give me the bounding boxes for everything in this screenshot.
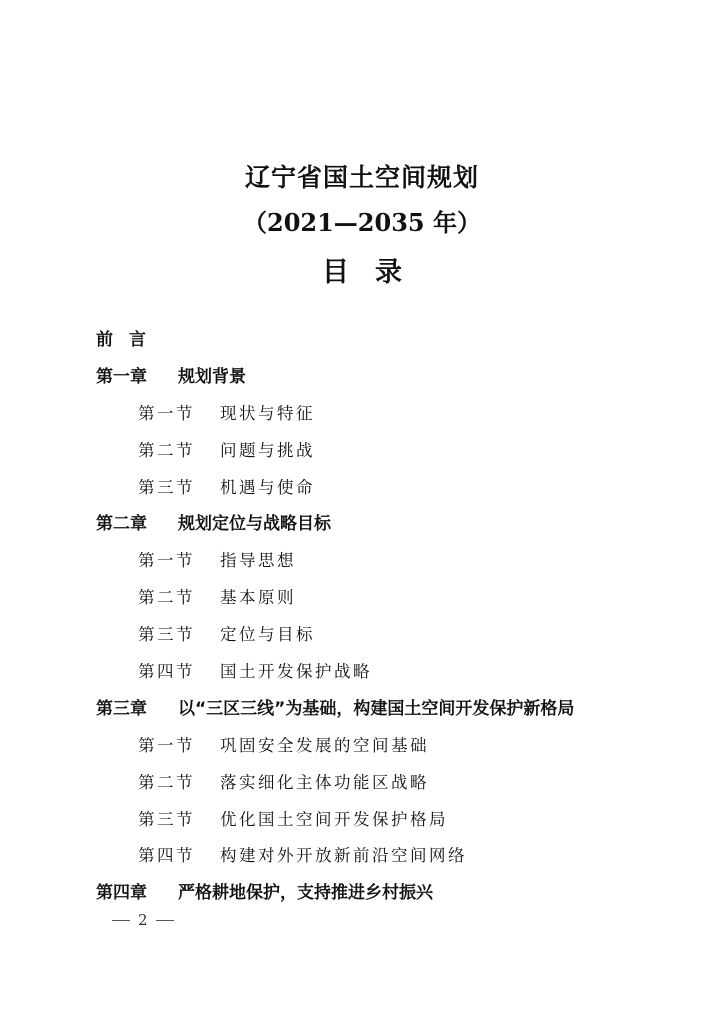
- chapter-number: 第二章: [96, 514, 147, 535]
- section-number: 第二节: [138, 440, 195, 460]
- toc-section-2-4[interactable]: [96, 654, 696, 691]
- section-number: 第四节: [138, 662, 195, 682]
- chapter-title: 以“三区三线”为基础，构建国土空间开发保护新格局: [178, 698, 575, 719]
- toc-section-3-3[interactable]: [96, 802, 696, 839]
- section-number: 第一节: [138, 735, 195, 755]
- page-number-value: 2: [138, 911, 148, 929]
- section-number: 第四节: [138, 846, 195, 866]
- toc-chapter-1[interactable]: [96, 359, 696, 396]
- toc-chapter-3[interactable]: [96, 691, 696, 728]
- section-title: 国土开发保护战略: [220, 662, 372, 682]
- toc-section-1-3[interactable]: [96, 470, 696, 507]
- section-title: 问题与挑战: [220, 440, 315, 460]
- toc-section-3-1[interactable]: [96, 728, 696, 765]
- section-title: 落实细化主体功能区战略: [220, 772, 429, 792]
- section-title: 定位与目标: [220, 625, 315, 645]
- chapter-number: 第四章: [96, 883, 147, 904]
- section-number: 第三节: [138, 625, 195, 645]
- section-number: 第一节: [138, 403, 195, 423]
- section-number: 第三节: [138, 477, 195, 497]
- toc-heading: 目录: [322, 257, 428, 288]
- section-title: 指导思想: [220, 551, 296, 571]
- toc-section-2-3[interactable]: [96, 617, 696, 654]
- section-title: 优化国土空间开发保护格局: [220, 809, 448, 829]
- toc-preface-title: 前言: [96, 330, 162, 350]
- dash-right: [156, 920, 174, 921]
- toc-chapter-4[interactable]: [96, 875, 696, 912]
- section-number: 第三节: [138, 809, 195, 829]
- chapter-number: 第三章: [96, 698, 147, 719]
- section-title: 构建对外开放新前沿空间网络: [220, 846, 467, 866]
- toc-section-3-4[interactable]: [96, 838, 696, 875]
- section-title: 机遇与使命: [220, 477, 315, 497]
- section-title: 基本原则: [220, 588, 296, 608]
- section-number: 第二节: [138, 772, 195, 792]
- document-period: （2021—2035 年）: [243, 208, 481, 237]
- toc-section-3-2[interactable]: [96, 765, 696, 802]
- page-number: [112, 911, 174, 929]
- section-title: 现状与特征: [220, 403, 315, 423]
- chapter-title: 规划定位与战略目标: [178, 514, 331, 535]
- chapter-title: 严格耕地保护，支持推进乡村振兴: [178, 883, 433, 904]
- section-number: 第二节: [138, 588, 195, 608]
- toc-section-2-1[interactable]: [96, 543, 696, 580]
- section-title: 巩固安全发展的空间基础: [220, 735, 429, 755]
- toc-chapter-2[interactable]: [96, 506, 696, 543]
- document-title: 辽宁省国土空间规划: [244, 163, 479, 192]
- toc-section-1-1[interactable]: [96, 396, 696, 433]
- section-number: 第一节: [138, 551, 195, 571]
- dash-left: [112, 920, 130, 921]
- table-of-contents: [96, 322, 696, 912]
- chapter-title: 规划背景: [178, 366, 246, 387]
- toc-section-2-2[interactable]: [96, 580, 696, 617]
- chapter-number: 第一章: [96, 366, 147, 387]
- toc-section-1-2[interactable]: [96, 433, 696, 470]
- toc-preface[interactable]: [96, 322, 696, 359]
